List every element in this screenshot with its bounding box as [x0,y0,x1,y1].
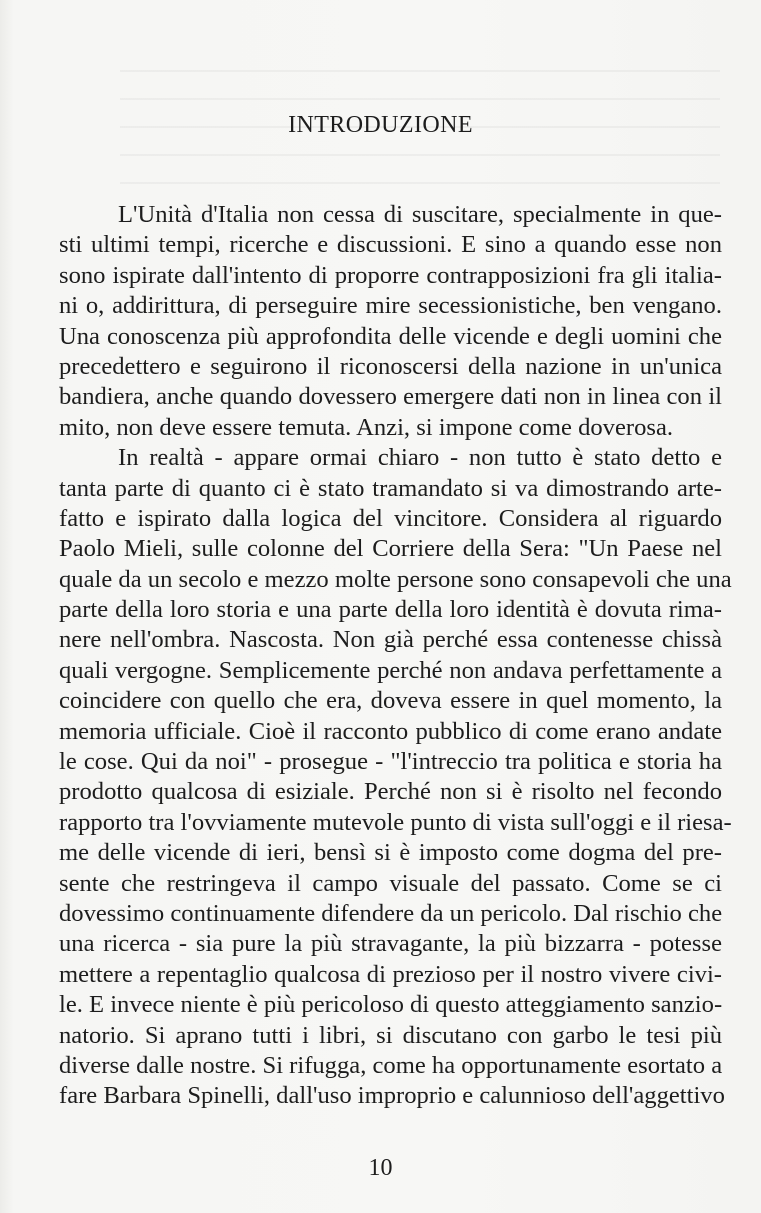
text-line: parte della loro storia e una parte della loro identità è dovuta rima- [59,596,722,624]
show-through-shadow [120,70,720,210]
text-line: sono ispirate dall'intento di proporre contrapposizioni fra gli italia- [59,261,722,289]
text-line: fatto e ispirato dalla logica del vincitore. Considera al riguardo [59,504,722,532]
text-line: sti ultimi tempi, ricerche e discussioni. E sino a quando esse non [59,231,722,259]
text-line: nere nell'ombra. Nascosta. Non già perché essa contenesse chissà [59,626,722,654]
text-line: coincidere con quello che era, doveva essere in quel momento, la [59,687,722,715]
text-line: dovessimo continuamente difendere da un pericolo. Dal rischio che [59,899,723,927]
text-line: Paolo Mieli, sulle colonne del Corriere della Sera: "Un Paese nel [59,535,722,563]
text-line: L'Unità d'Italia non cessa di suscitare, specialmente in que- [118,201,722,228]
text-line: natorio. Si aprano tutti i libri, si discutano con garbo le tesi più [59,1021,722,1049]
text-line: In realtà - appare ormai chiaro - non tutto è stato detto e [118,444,722,472]
text-line: precedettero e seguirono il riconoscersi della nazione in un'unica [59,352,722,380]
text-line: le. E invece niente è più pericoloso di questo atteggiamento sanzio- [59,991,723,1019]
paragraph-1 [59,200,722,443]
text-line: mettere a repentaglio qualcosa di prezioso per il nostro vivere civi- [59,960,722,988]
text-line: quale da un secolo e mezzo molte persone sono consapevoli che una [59,565,732,593]
text-line: quali vergogne. Semplicemente perché non andava perfettamente a [59,656,722,684]
text-line: sente che restringeva il campo visuale del passato. Come se ci [59,869,722,897]
text-line: una ricerca - sia pure la più stravagante, la più bizzarra - potesse [59,930,722,958]
page-number: 10 [368,1155,393,1181]
text-line: fare Barbara Spinelli, dall'uso improprio e calunnioso dell'aggettivo [59,1082,725,1110]
text-line: rapporto tra l'ovviamente mutevole punto di vista sull'oggi e il riesa- [59,808,732,836]
text-line: Una conoscenza più approfondita delle vicende e degli uomini che [59,322,722,350]
text-line: ni o, addirittura, di perseguire mire secessionistiche, ben vengano. [59,292,722,320]
text-line: bandiera, anche quando dovessero emergere dati non in linea con il [59,383,722,411]
chapter-heading: INTRODUZIONE [288,112,473,138]
text-line: le cose. Qui da noi" - prosegue - "l'intreccio tra politica e storia ha [59,748,722,776]
text-line: me delle vicende di ieri, bensì si è imposto come dogma del pre- [59,839,722,867]
paragraph-2 [59,443,732,1112]
text-line: prodotto qualcosa di esiziale. Perché non si è risolto nel fecondo [59,778,722,806]
body-text [59,200,732,1112]
text-line: tanta parte di quanto ci è stato tramandato si va dimostrando arte- [59,474,722,502]
text-line: memoria ufficiale. Cioè il racconto pubblico di come erano andate [59,717,722,745]
text-line: mito, non deve essere temuta. Anzi, si impone come doverosa. [59,413,674,441]
text-line: diverse dalle nostre. Si rifugga, come ha opportunamente esortato a [59,1051,723,1079]
